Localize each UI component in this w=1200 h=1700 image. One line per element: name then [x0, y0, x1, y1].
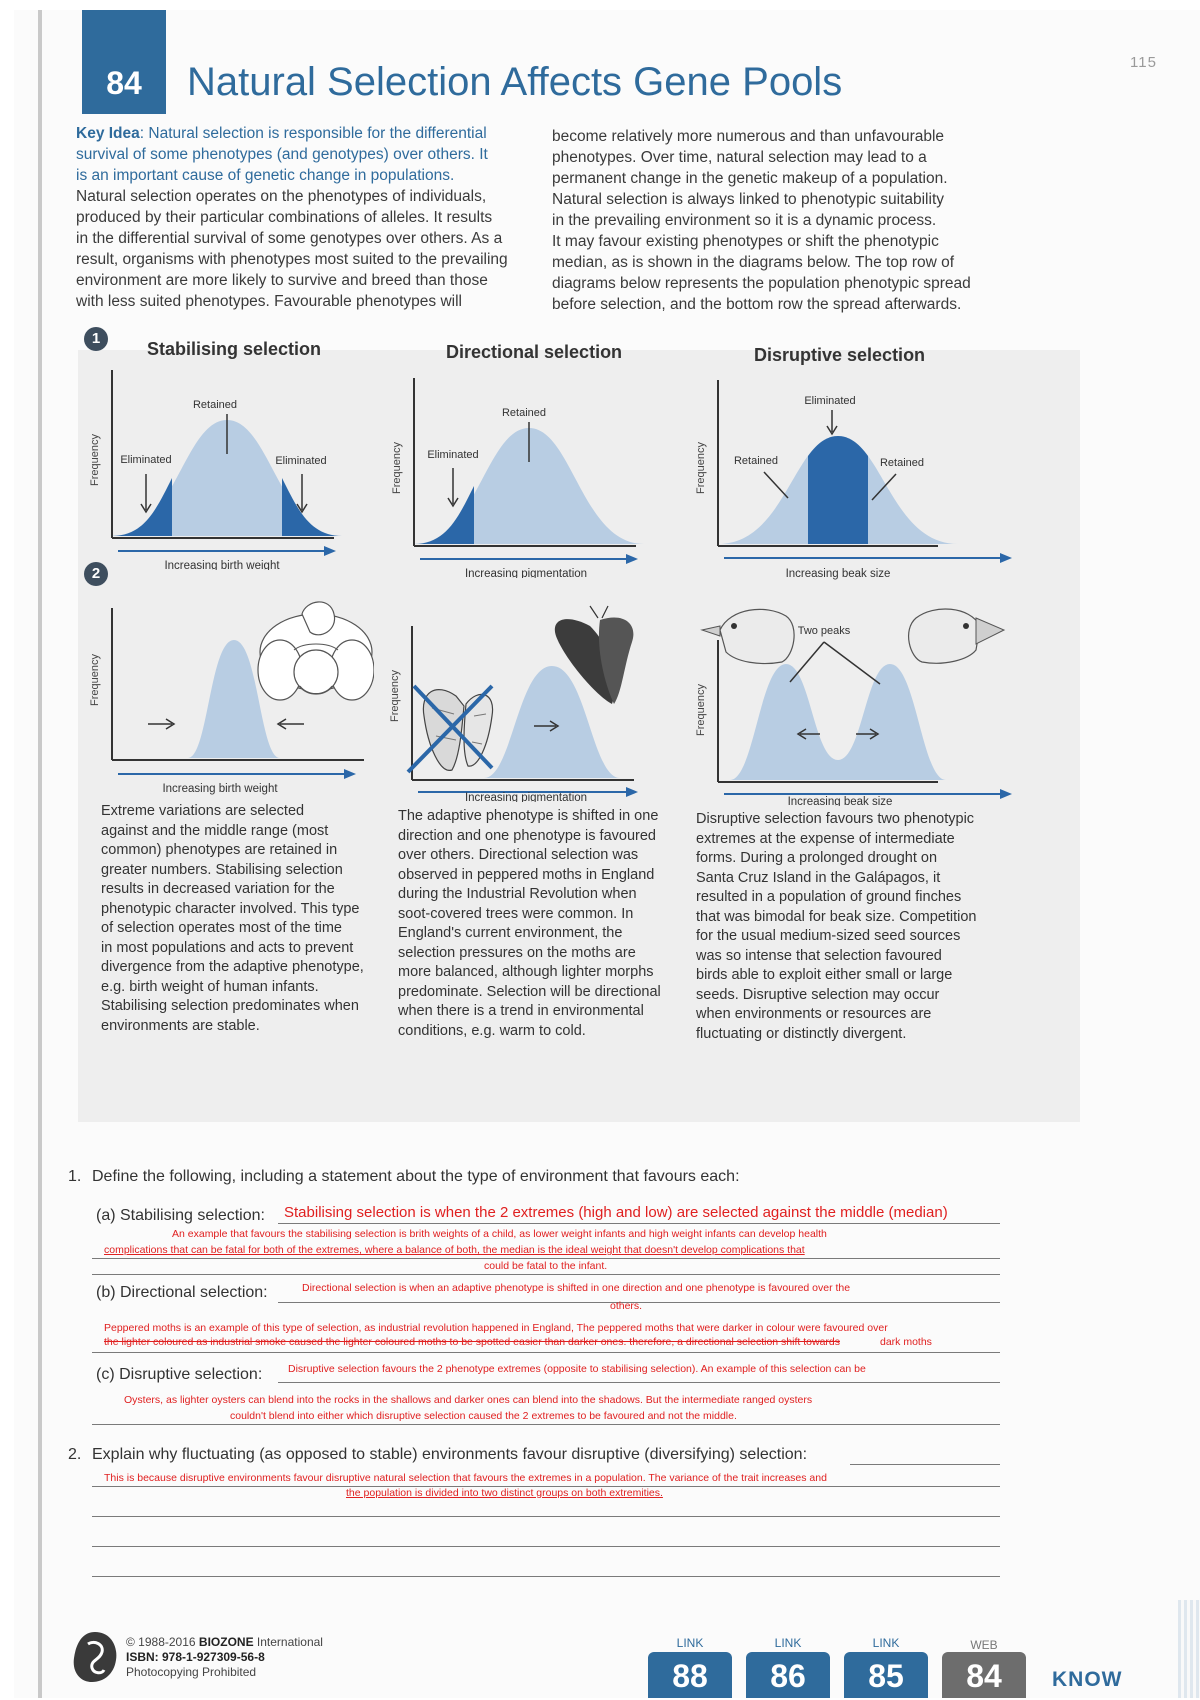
x-axis-label: Increasing beak size — [785, 568, 891, 580]
question-1-text: Define the following, including a statement about the type of environment that favours each: — [92, 1168, 740, 1185]
arrowhead-icon — [344, 769, 356, 779]
row-marker-after: 2 — [84, 562, 108, 586]
y-axis-label: Frequency — [391, 442, 403, 494]
caption-line: selection pressures on the moths are — [398, 944, 636, 961]
two-peaks-label: Two peaks — [797, 625, 851, 637]
caption-line: over others. Directional selection was — [398, 847, 639, 863]
intro-line: result, organisms with phenotypes most suited to the prevailing — [76, 251, 508, 268]
answer-line — [92, 1576, 1000, 1577]
row-marker-before: 1 — [84, 327, 108, 351]
question-2-number: 2. — [68, 1446, 82, 1463]
intro-line — [76, 123, 528, 144]
caption-line: common) phenotypes are retained in — [101, 842, 338, 858]
biozone-logo-icon — [70, 1630, 120, 1684]
x-axis-label: Increasing birth weight — [162, 783, 278, 795]
x-axis-label: Increasing pigmentation — [464, 568, 588, 578]
eliminated-middle — [808, 436, 868, 544]
caption-line: of selection operates most of the time — [101, 920, 342, 936]
answer-line — [278, 1382, 1000, 1383]
y-axis-label: Frequency — [89, 654, 101, 706]
caption-line: that was bimodal for beak size. Competition — [696, 908, 977, 925]
answer-1b-line1[interactable]: Directional selection is when an adaptive phenotype is shifted in one direction and one phenotype is favoured over the — [302, 1282, 851, 1294]
directional-title: Directional selection — [446, 342, 623, 362]
caption-line: when there is a trend in environmental — [398, 1003, 644, 1019]
x-axis-label: Increasing beak size — [787, 796, 893, 806]
stabilising-before-graph — [84, 370, 354, 570]
intro-line: Natural selection is always linked to phenotypic suitability — [552, 191, 945, 208]
intro-line: become relatively more numerous and than unfavourable — [552, 128, 945, 145]
intro-left-column — [76, 123, 528, 312]
caption-line: during the Industrial Revolution when — [398, 886, 637, 902]
caption-line: Extreme variations are selected — [101, 803, 305, 819]
answer-1a-line1[interactable]: Stabilising selection is when the 2 extremes (high and low) are selected against the middle (median) — [284, 1204, 948, 1221]
caption-line: greater numbers. Stabilising selection — [101, 861, 343, 878]
question-1c-label: (c) Disruptive selection: — [96, 1366, 263, 1383]
key-idea-label: Key Idea — [76, 125, 140, 142]
page-edge-scan — [1178, 1600, 1200, 1698]
x-axis-label: Increasing pigmentation — [464, 792, 588, 802]
peak-pointer-left — [790, 642, 824, 682]
caption-line: predominate. Selection will be directional — [398, 983, 661, 1000]
bimodal-distribution-curve — [730, 664, 946, 780]
key-idea-text: : Natural selection is responsible for the differential — [139, 125, 487, 142]
answer-1b-line4[interactable]: the lighter coloured as industrial smoke caused the lighter coloured moths to be spotted easier than darker ones. therefore, a directional selection shift towards — [104, 1336, 840, 1348]
intro-line: phenotypes. Over time, natural selection may lead to a — [552, 149, 927, 166]
answer-1a-line3[interactable]: complications that can be fatal for both of the extremes, where a balance of both, the median is the ideal weight that doesn't develop complications that — [104, 1244, 805, 1256]
intro-right-column — [552, 126, 1002, 315]
answer-1b-line3[interactable]: Peppered moths is an example of this type of selection, as industrial revolution happened in England, The peppered moths that were darker in colour were favoured over — [104, 1322, 888, 1334]
page-spine-shadow — [38, 10, 42, 1698]
retained-pointer-left — [764, 472, 788, 498]
peak-pointer-right — [824, 642, 880, 684]
caption-line: was so intense that selection favoured — [696, 947, 942, 964]
caption-line: conditions, e.g. warm to cold. — [398, 1022, 586, 1039]
large-beak-finch-illustration — [909, 609, 1004, 663]
isbn: ISBN: 978-1-927309-56-8 — [126, 1650, 265, 1664]
page-number: 115 — [1130, 54, 1157, 71]
intro-line: is an important cause of genetic change in populations. — [76, 167, 455, 184]
web-84-button[interactable]: 84 — [942, 1652, 1026, 1698]
retained-label: Retained — [192, 399, 238, 411]
answer-line — [92, 1352, 1000, 1353]
small-beak-finch-illustration — [702, 609, 794, 663]
disruptive-title: Disruptive selection — [754, 345, 926, 365]
photocopy-notice: Photocopying Prohibited — [126, 1665, 257, 1679]
activity-number-tab — [82, 10, 166, 52]
intro-line: with less suited phenotypes. Favourable phenotypes will — [76, 293, 463, 310]
x-axis-label: Increasing birth weight — [164, 560, 280, 570]
eliminated-tail — [414, 486, 474, 544]
web-label: WEB — [970, 1638, 998, 1652]
caption-line: fluctuating or distinctly divergent. — [696, 1025, 907, 1042]
intro-line: in the prevailing environment so it is a dynamic process. — [552, 212, 937, 229]
eliminated-tail-right — [282, 478, 342, 536]
footer-credits — [126, 1635, 323, 1680]
stabilising-caption — [101, 802, 391, 1036]
caption-line: extremes at the expense of intermediate — [696, 830, 955, 847]
caption-line: more balanced, although lighter morphs — [398, 964, 654, 980]
stabilising-title: Stabilising selection — [147, 339, 322, 359]
arrowhead-icon — [626, 787, 638, 797]
eliminated-label: Eliminated — [804, 395, 856, 407]
intro-line: Natural selection operates on the phenotypes of individuals, — [76, 188, 487, 205]
eliminated-label: Eliminated — [427, 449, 479, 461]
caption-line: soot-covered trees were common. In — [398, 905, 634, 922]
link-88-button[interactable]: 88 — [648, 1652, 732, 1698]
answer-line — [92, 1274, 1000, 1275]
publisher-suffix: International — [253, 1635, 323, 1649]
caption-line: for the usual medium-sized seed sources — [696, 928, 961, 944]
answer-1b-line2[interactable]: others. — [610, 1300, 643, 1312]
intro-line: diagrams below represents the population phenotypic spread — [552, 275, 971, 292]
caption-line: The adaptive phenotype is shifted in one — [398, 808, 659, 824]
retained-label: Retained — [501, 407, 547, 419]
publisher-name: BIOZONE — [198, 1635, 254, 1649]
copyright-line — [126, 1635, 323, 1650]
infant-pelvis-illustration — [258, 602, 374, 700]
intro-line: before selection, and the bottom row the spread afterwards. — [552, 296, 962, 313]
caption-line: birds able to exploit either small or large — [696, 967, 953, 983]
directional-before-graph — [386, 378, 656, 578]
caption-line: direction and one phenotype is favoured — [398, 827, 656, 844]
answer-1b-line4-end[interactable]: dark moths — [880, 1336, 932, 1348]
answer-line — [278, 1223, 1000, 1224]
arrowhead-icon — [1000, 553, 1012, 563]
caption-line: resulted in a population of ground finches — [696, 889, 962, 905]
answer-1c-line1[interactable]: Disruptive selection favours the 2 phenotype extremes (opposite to stabilising selection). An example of this selection can be — [288, 1363, 866, 1375]
caption-line: Santa Cruz Island in the Galápagos, it — [696, 869, 941, 886]
answer-line — [850, 1464, 1000, 1465]
answer-1c-line3[interactable]: couldn't blend into either which disruptive selection caused the 2 extremes to be favoured and not the middle. — [230, 1410, 737, 1422]
stabilising-after-graph — [84, 600, 374, 800]
link-label: LINK — [774, 1636, 802, 1650]
intro-line: permanent change in the genetic makeup of a population. — [552, 170, 948, 187]
y-axis-label: Frequency — [695, 442, 707, 494]
page-title: Natural Selection Affects Gene Pools — [187, 60, 843, 104]
question-1-number: 1. — [68, 1168, 82, 1185]
disruptive-after-graph — [690, 600, 1030, 806]
retained-label-right: Retained — [879, 457, 925, 469]
answer-1a-line2[interactable]: An example that favours the stabilising selection is brith weights of a child, as lower weight infants and high weight infants can develop health — [172, 1228, 827, 1240]
question-1b-label: (b) Directional selection: — [96, 1284, 268, 1301]
caption-line: e.g. birth weight of human infants. — [101, 978, 319, 995]
y-axis-label: Frequency — [89, 434, 101, 486]
question-2-text: Explain why fluctuating (as opposed to stable) environments favour disruptive (diversifying) selection: — [92, 1446, 808, 1463]
y-axis-label: Frequency — [389, 670, 401, 722]
answer-line — [92, 1546, 1000, 1547]
caption-line: when environments or resources are — [696, 1006, 932, 1022]
eliminated-label-left: Eliminated — [120, 454, 172, 466]
answer-line — [92, 1258, 1000, 1259]
caption-line: results in decreased variation for the — [101, 881, 335, 897]
caption-line: divergence from the adaptive phenotype, — [101, 959, 364, 975]
retained-label-left: Retained — [733, 455, 779, 467]
intro-line: It may favour existing phenotypes or shift the phenotypic — [552, 233, 939, 250]
know-tag: KNOW — [1052, 1668, 1123, 1691]
intro-line: in the differential survival of some genotypes over others. As a — [76, 230, 503, 247]
y-axis-label: Frequency — [695, 684, 707, 736]
caption-line: observed in peppered moths in England — [398, 866, 655, 883]
intro-line: median, as is shown in the diagrams below. The top row of — [552, 254, 955, 271]
caption-line: in most populations and acts to prevent — [101, 939, 354, 956]
caption-line: England's current environment, the — [398, 925, 623, 941]
answer-2-line2[interactable]: the population is divided into two distinct groups on both extremities. — [346, 1487, 663, 1499]
intro-line: produced by their particular combinations of alleles. It results — [76, 209, 493, 226]
disruptive-before-graph — [690, 380, 1030, 580]
intro-line: survival of some phenotypes (and genotypes) over others. It — [76, 146, 488, 163]
caption-line: Stabilising selection predominates when — [101, 998, 359, 1014]
disruptive-caption — [696, 810, 996, 1044]
copyright-text: © 1988-2016 — [126, 1635, 199, 1649]
caption-line: phenotypic character involved. This type — [101, 900, 360, 917]
activity-number: 84 — [82, 52, 166, 114]
directional-after-graph — [384, 596, 684, 802]
eliminated-label-right: Eliminated — [275, 455, 327, 467]
directional-caption — [398, 807, 690, 1041]
caption-line: Disruptive selection favours two phenotypic — [696, 811, 975, 827]
intro-line: environment are more likely to survive and breed than those — [76, 272, 488, 289]
caption-line: environments are stable. — [101, 1017, 260, 1034]
arrowhead-icon — [1000, 789, 1012, 799]
question-1a-label: (a) Stabilising selection: — [96, 1207, 265, 1224]
answer-line — [92, 1516, 1000, 1517]
link-label: LINK — [872, 1636, 900, 1650]
arrowhead-icon — [324, 546, 336, 556]
answer-1c-line2[interactable]: Oysters, as lighter oysters can blend into the rocks in the shallows and darker ones can blend into the shadows. But the intermediate ranged oysters — [124, 1394, 813, 1406]
caption-line: against and the middle range (most — [101, 822, 329, 839]
link-85-button[interactable]: 85 — [844, 1652, 928, 1698]
caption-line: seeds. Disruptive selection may occur — [696, 986, 940, 1003]
caption-line: forms. During a prolonged drought on — [696, 850, 938, 866]
link-label: LINK — [676, 1636, 704, 1650]
answer-1a-line4[interactable]: could be fatal to the infant. — [484, 1260, 608, 1272]
answer-2-line1[interactable]: This is because disruptive environments favour disruptive natural selection that favours the extremes in a population. The variance of the trait increases and — [104, 1472, 827, 1484]
arrowhead-icon — [626, 554, 638, 564]
answer-line — [92, 1424, 1000, 1425]
link-86-button[interactable]: 86 — [746, 1652, 830, 1698]
